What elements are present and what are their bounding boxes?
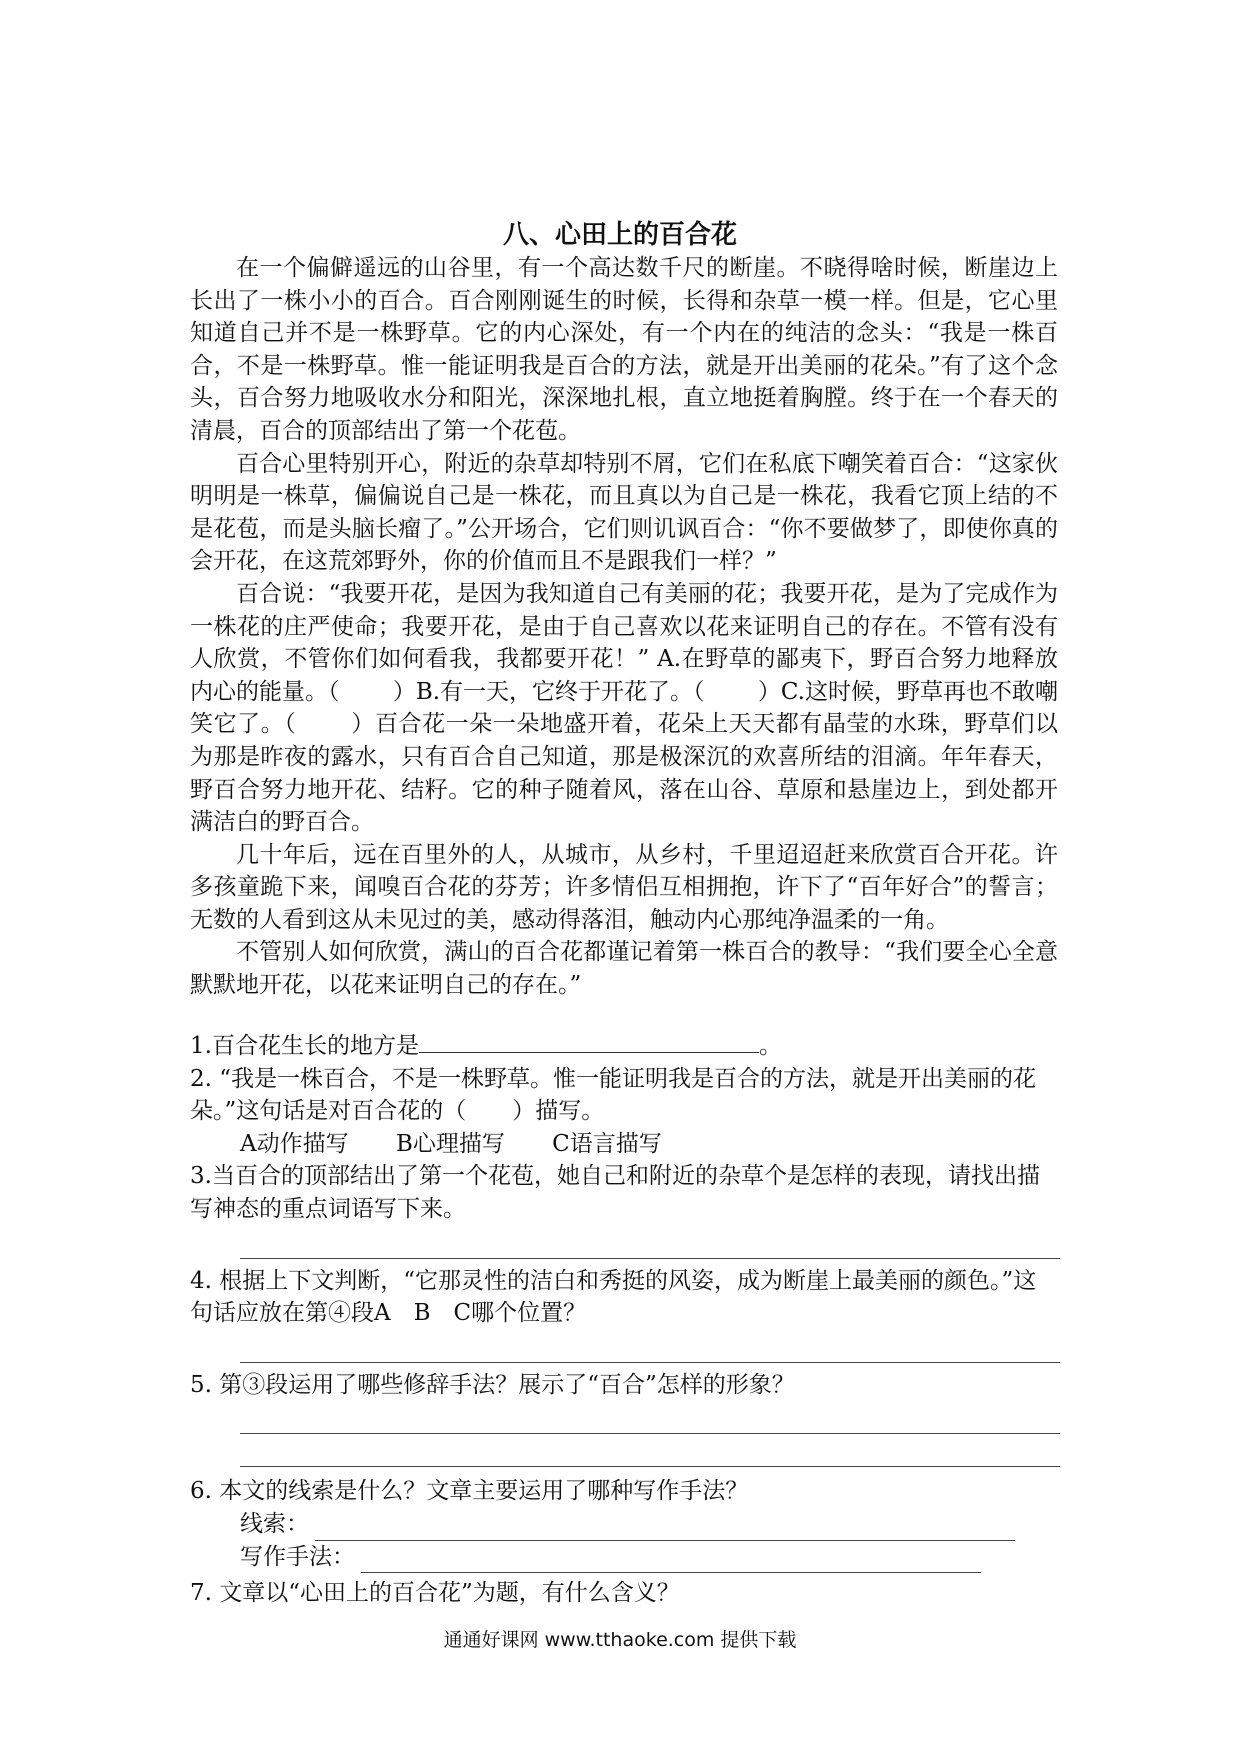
paragraph-3: 百合说：“我要开花，是因为我知道自己有美丽的花；我要开花，是为了完成作为一株花的庄严使命；我要开花，是由于自己喜欢以花来证明自己的存在。不管有没有人欣赏，不管你们如何看我，我都要开花！” A.在野草的鄙夷下，野百合努力地释放内心的能量。（ ）B.有一天，它终于开花了。（ ）C.这时候，野草再也不敢嘲笑它了。（ ）百合花一朵一朵地盛开着，花朵上天天都有晶莹的水珠，野草们以为那是昨夜的露水，只有百合自己知道，那是极深沉的欢喜所结的泪滴。年年春天，野百合努力地开花、结籽。它的种子随着风，落在山谷、草原和悬崖边上，到处都开满洁白的野百合。 xyxy=(190,580,1058,836)
question-2-options xyxy=(190,1128,1058,1161)
question-3-answer-line[interactable] xyxy=(240,1226,1060,1259)
question-4-answer-line[interactable] xyxy=(240,1330,1060,1363)
option-a[interactable]: A动作描写 xyxy=(240,1130,349,1157)
question-1-suffix: 。 xyxy=(758,1033,782,1059)
page-title: 八、心田上的百合花 xyxy=(502,220,737,250)
paragraph-1: 在一个偏僻遥远的山谷里，有一个高达数千尺的断崖。不晓得啥时候，断崖边上长出了一株小小的百合。百合刚刚诞生的时候，长得和杂草一模一样。但是，它心里知道自己并不是一株野草。它的内心深处，有一个内在的纯洁的念头：“我是一株百合，不是一株野草。惟一能证明我是百合的方法，就是开出美丽的花朵。”有了这个念头，百合努力地吸收水分和阳光，深深地扎根，直立地挺着胸膛。终于在一个春天的清晨，百合的顶部结出了第一个花苞。 xyxy=(190,255,1058,444)
reading-passage xyxy=(190,252,1058,1002)
question-6-method-row xyxy=(190,1541,1058,1574)
method-answer-line[interactable] xyxy=(361,1548,981,1573)
question-3: 3.当百合的顶部结出了第一个花苞，她自己和附近的杂草个是怎样的表现，请找出描写神态的重点词语写下来。 xyxy=(190,1163,1040,1222)
question-1 xyxy=(190,1030,1058,1063)
question-section xyxy=(190,1030,1058,1610)
option-b[interactable]: B心理描写 xyxy=(395,1130,505,1157)
question-1-answer-blank[interactable] xyxy=(419,1030,759,1053)
question-5-answer-line-1[interactable] xyxy=(240,1401,1060,1434)
question-7: 7. 文章以“心田上的百合花”为题，有什么含义？ xyxy=(190,1580,680,1607)
question-4: 4. 根据上下文判断，“它那灵性的洁白和秀挺的风姿，成为断崖上最美丽的颜色。”这句话应放在第④段A B C哪个位置？ xyxy=(190,1267,1037,1327)
question-2: 2. “我是一株百合，不是一株野草。惟一能证明我是百合的方法，就是开出美丽的花朵。”这句话是对百合花的（ ）描写。 xyxy=(190,1065,1037,1125)
paragraph-2: 百合心里特别开心，附近的杂草却特别不屑，它们在私底下嘲笑着百合：“这家伙明明是一株草，偏偏说自己是一株花，而且真以为自己是一株花，我看它顶上结的不是花苞，而是头脑长瘤了。”公开场合，它们则讥讽百合：“你不要做梦了，即使你真的会开花，在这荒郊野外，你的价值而且不是跟我们一样？” xyxy=(190,450,1058,575)
paragraph-5: 不管别人如何欣赏，满山的百合花都谨记着第一株百合的教导：“我们要全心全意默默地开花，以花来证明自己的存在。” xyxy=(190,939,1058,999)
clue-answer-line[interactable] xyxy=(315,1516,1015,1541)
paragraph-4: 几十年后，远在百里外的人，从城市，从乡村，千里迢迢赶来欣赏百合开花。许多孩童跪下来，闻嗅百合花的芬芳；许多情侣互相拥抱，许下了“百年好合”的誓言；无数的人看到这从未见过的美，感动得落泪，触动内心那纯净温柔的一角。 xyxy=(190,841,1058,933)
question-1-text: 1.百合花生长的地方是 xyxy=(190,1033,419,1059)
footer-source: 通通好课网 www.tthaoke.com 提供下载 xyxy=(443,1629,797,1651)
option-c[interactable]: C语言描写 xyxy=(552,1130,662,1157)
method-label: 写作手法： xyxy=(240,1543,355,1570)
question-5: 5. 第③段运用了哪些修辞手法？展示了“百合”怎样的形象？ xyxy=(190,1371,795,1398)
question-6-clue-row xyxy=(190,1508,1058,1541)
clue-label: 线索： xyxy=(240,1510,309,1537)
question-6: 6. 本文的线索是什么？文章主要运用了哪种写作手法？ xyxy=(190,1478,749,1505)
question-5-answer-line-2[interactable] xyxy=(240,1434,1060,1467)
